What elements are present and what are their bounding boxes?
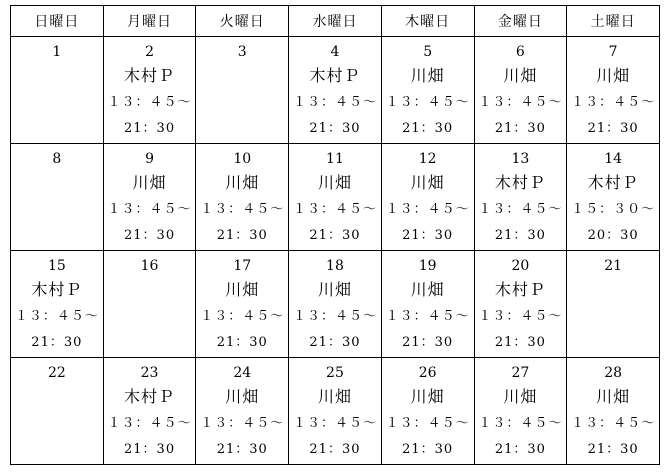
day-number: 9 bbox=[145, 151, 155, 167]
staff-name: 木村Ｐ bbox=[124, 387, 176, 406]
calendar-day-cell bbox=[289, 358, 382, 465]
shift-start-time: １３：４５～ bbox=[292, 95, 377, 110]
day-cell-content bbox=[11, 144, 103, 170]
shift-end-time: 21：30 bbox=[402, 121, 454, 136]
calendar-day-cell bbox=[289, 37, 382, 144]
weekday-header: 木曜日 bbox=[381, 6, 474, 37]
calendar-day-cell bbox=[196, 144, 289, 251]
day-number: 25 bbox=[326, 365, 344, 381]
day-cell-content bbox=[289, 144, 381, 249]
day-cell-content bbox=[11, 37, 103, 63]
shift-start-time: １３：４５～ bbox=[385, 202, 470, 217]
shift-start-time: １３：４５～ bbox=[200, 202, 285, 217]
staff-name: 木村Ｐ bbox=[124, 66, 176, 85]
day-cell-content bbox=[104, 144, 196, 249]
shift-end-time: 21：30 bbox=[402, 335, 454, 350]
shift-start-time: １３：４５～ bbox=[385, 95, 470, 110]
day-cell-content bbox=[382, 144, 474, 249]
shift-end-time: 21：30 bbox=[494, 228, 546, 243]
staff-name: 川畑 bbox=[317, 387, 352, 406]
weekday-header-row bbox=[11, 6, 660, 37]
day-number: 13 bbox=[511, 151, 530, 167]
shift-start-time: １３：４５～ bbox=[200, 309, 285, 324]
day-cell-content bbox=[567, 251, 659, 277]
calendar-day-cell bbox=[567, 37, 660, 144]
day-number: 23 bbox=[140, 365, 159, 381]
shift-start-time: １３：４５～ bbox=[14, 309, 99, 324]
day-cell-content bbox=[196, 144, 288, 249]
staff-name: 川畑 bbox=[410, 66, 445, 85]
calendar-day-cell bbox=[11, 37, 104, 144]
staff-name: 木村Ｐ bbox=[309, 66, 361, 85]
shift-calendar bbox=[10, 5, 660, 465]
shift-end-time: 21：30 bbox=[494, 335, 546, 350]
shift-end-time: 21：30 bbox=[216, 335, 268, 350]
day-number: 24 bbox=[233, 365, 252, 381]
calendar-day-cell bbox=[103, 144, 196, 251]
day-cell-content bbox=[104, 37, 196, 142]
shift-end-time: 21：30 bbox=[216, 228, 268, 243]
shift-start-time: １３：４５～ bbox=[478, 202, 563, 217]
day-number: 4 bbox=[330, 44, 340, 60]
calendar-day-cell bbox=[567, 358, 660, 465]
day-cell-content bbox=[11, 358, 103, 384]
weekday-header: 火曜日 bbox=[196, 6, 289, 37]
staff-name: 川畑 bbox=[132, 173, 167, 192]
calendar-day-cell bbox=[474, 251, 567, 358]
shift-start-time: １３：４５～ bbox=[478, 309, 563, 324]
calendar-day-cell bbox=[381, 358, 474, 465]
staff-name: 川畑 bbox=[317, 280, 352, 299]
day-number: 19 bbox=[418, 258, 437, 274]
weekday-header: 水曜日 bbox=[289, 6, 382, 37]
day-number: 7 bbox=[608, 44, 618, 60]
day-cell-content bbox=[382, 37, 474, 142]
shift-start-time: １３：４５～ bbox=[571, 416, 656, 431]
calendar-day-cell bbox=[11, 358, 104, 465]
shift-end-time: 21：30 bbox=[124, 121, 176, 136]
staff-name: 川畑 bbox=[410, 387, 445, 406]
day-number: 5 bbox=[423, 44, 433, 60]
calendar-weeks bbox=[11, 37, 660, 465]
day-cell-content bbox=[382, 358, 474, 463]
shift-end-time: 21：30 bbox=[31, 335, 83, 350]
staff-name: 木村Ｐ bbox=[587, 173, 639, 192]
calendar-day-cell bbox=[103, 358, 196, 465]
staff-name: 川畑 bbox=[596, 387, 631, 406]
day-cell-content bbox=[104, 251, 196, 277]
calendar-week-row bbox=[11, 358, 660, 465]
day-cell-content bbox=[475, 144, 567, 249]
staff-name: 川畑 bbox=[225, 280, 260, 299]
calendar-week-row bbox=[11, 37, 660, 144]
staff-name: 木村Ｐ bbox=[494, 173, 546, 192]
calendar-day-cell bbox=[474, 37, 567, 144]
calendar-week-row bbox=[11, 251, 660, 358]
calendar-day-cell bbox=[103, 251, 196, 358]
shift-start-time: １３：４５～ bbox=[200, 416, 285, 431]
staff-name: 木村Ｐ bbox=[31, 280, 83, 299]
day-number: 15 bbox=[47, 258, 66, 274]
shift-start-time: １３：４５～ bbox=[107, 95, 192, 110]
shift-end-time: 21：30 bbox=[309, 228, 361, 243]
day-cell-content bbox=[475, 37, 567, 142]
shift-start-time: １５：３０～ bbox=[571, 202, 656, 217]
day-number: 11 bbox=[326, 151, 344, 167]
day-cell-content bbox=[196, 37, 288, 63]
day-number: 18 bbox=[326, 258, 344, 274]
calendar-week-row bbox=[11, 144, 660, 251]
day-number: 2 bbox=[145, 44, 155, 60]
weekday-header: 金曜日 bbox=[474, 6, 567, 37]
calendar-day-cell bbox=[196, 358, 289, 465]
day-cell-content bbox=[289, 37, 381, 142]
shift-end-time: 21：30 bbox=[309, 335, 361, 350]
day-number: 16 bbox=[140, 258, 159, 274]
calendar-day-cell bbox=[381, 144, 474, 251]
day-number: 10 bbox=[233, 151, 252, 167]
shift-start-time: １３：４５～ bbox=[292, 309, 377, 324]
day-number: 12 bbox=[418, 151, 437, 167]
calendar-day-cell bbox=[289, 144, 382, 251]
day-number: 8 bbox=[52, 151, 62, 167]
day-cell-content bbox=[196, 251, 288, 356]
calendar-day-cell bbox=[196, 37, 289, 144]
day-cell-content bbox=[475, 251, 567, 356]
calendar-day-cell bbox=[381, 251, 474, 358]
shift-start-time: １３：４５～ bbox=[107, 416, 192, 431]
shift-end-time: 21：30 bbox=[402, 442, 454, 457]
staff-name: 川畑 bbox=[225, 173, 260, 192]
day-cell-content bbox=[567, 358, 659, 463]
staff-name: 川畑 bbox=[317, 173, 352, 192]
calendar-day-cell bbox=[289, 251, 382, 358]
shift-end-time: 21：30 bbox=[309, 442, 361, 457]
day-cell-content bbox=[11, 251, 103, 356]
day-cell-content bbox=[104, 358, 196, 463]
shift-start-time: １３：４５～ bbox=[478, 416, 563, 431]
shift-end-time: 21：30 bbox=[494, 442, 546, 457]
shift-start-time: １３：４５～ bbox=[478, 95, 563, 110]
staff-name: 木村Ｐ bbox=[494, 280, 546, 299]
shift-end-time: 21：30 bbox=[494, 121, 546, 136]
weekday-header: 土曜日 bbox=[567, 6, 660, 37]
day-number: 20 bbox=[511, 258, 530, 274]
day-cell-content bbox=[289, 251, 381, 356]
calendar-day-cell bbox=[196, 251, 289, 358]
shift-end-time: 20：30 bbox=[587, 228, 639, 243]
day-number: 28 bbox=[604, 365, 623, 381]
day-cell-content bbox=[382, 251, 474, 356]
staff-name: 川畑 bbox=[503, 66, 538, 85]
day-number: 14 bbox=[604, 151, 623, 167]
shift-start-time: １３：４５～ bbox=[292, 202, 377, 217]
shift-start-time: １３：４５～ bbox=[571, 95, 656, 110]
calendar-day-cell bbox=[11, 144, 104, 251]
day-cell-content bbox=[567, 37, 659, 142]
shift-end-time: 21：30 bbox=[587, 442, 639, 457]
weekday-header: 月曜日 bbox=[103, 6, 196, 37]
day-number: 26 bbox=[418, 365, 437, 381]
shift-end-time: 21：30 bbox=[309, 121, 361, 136]
day-number: 3 bbox=[237, 44, 247, 60]
calendar-day-cell bbox=[474, 358, 567, 465]
shift-end-time: 21：30 bbox=[402, 228, 454, 243]
day-cell-content bbox=[289, 358, 381, 463]
calendar-day-cell bbox=[474, 144, 567, 251]
day-number: 22 bbox=[47, 365, 66, 381]
calendar-day-cell bbox=[103, 37, 196, 144]
staff-name: 川畑 bbox=[596, 66, 631, 85]
day-cell-content bbox=[196, 358, 288, 463]
calendar-day-cell bbox=[381, 37, 474, 144]
staff-name: 川畑 bbox=[225, 387, 260, 406]
day-number: 6 bbox=[515, 44, 525, 60]
shift-end-time: 21：30 bbox=[587, 121, 639, 136]
calendar-day-cell bbox=[11, 251, 104, 358]
shift-start-time: １３：４５～ bbox=[292, 416, 377, 431]
day-number: 21 bbox=[604, 258, 623, 274]
shift-end-time: 21：30 bbox=[124, 442, 176, 457]
staff-name: 川畑 bbox=[503, 387, 538, 406]
shift-start-time: １３：４５～ bbox=[385, 416, 470, 431]
staff-name: 川畑 bbox=[410, 280, 445, 299]
day-cell-content bbox=[567, 144, 659, 249]
staff-name: 川畑 bbox=[410, 173, 445, 192]
shift-end-time: 21：30 bbox=[216, 442, 268, 457]
day-number: 17 bbox=[233, 258, 252, 274]
shift-start-time: １３：４５～ bbox=[385, 309, 470, 324]
calendar-day-cell bbox=[567, 251, 660, 358]
shift-end-time: 21：30 bbox=[124, 228, 176, 243]
day-cell-content bbox=[475, 358, 567, 463]
day-number: 1 bbox=[52, 44, 62, 60]
calendar-day-cell bbox=[567, 144, 660, 251]
shift-start-time: １３：４５～ bbox=[107, 202, 192, 217]
weekday-header: 日曜日 bbox=[11, 6, 104, 37]
day-number: 27 bbox=[511, 365, 530, 381]
